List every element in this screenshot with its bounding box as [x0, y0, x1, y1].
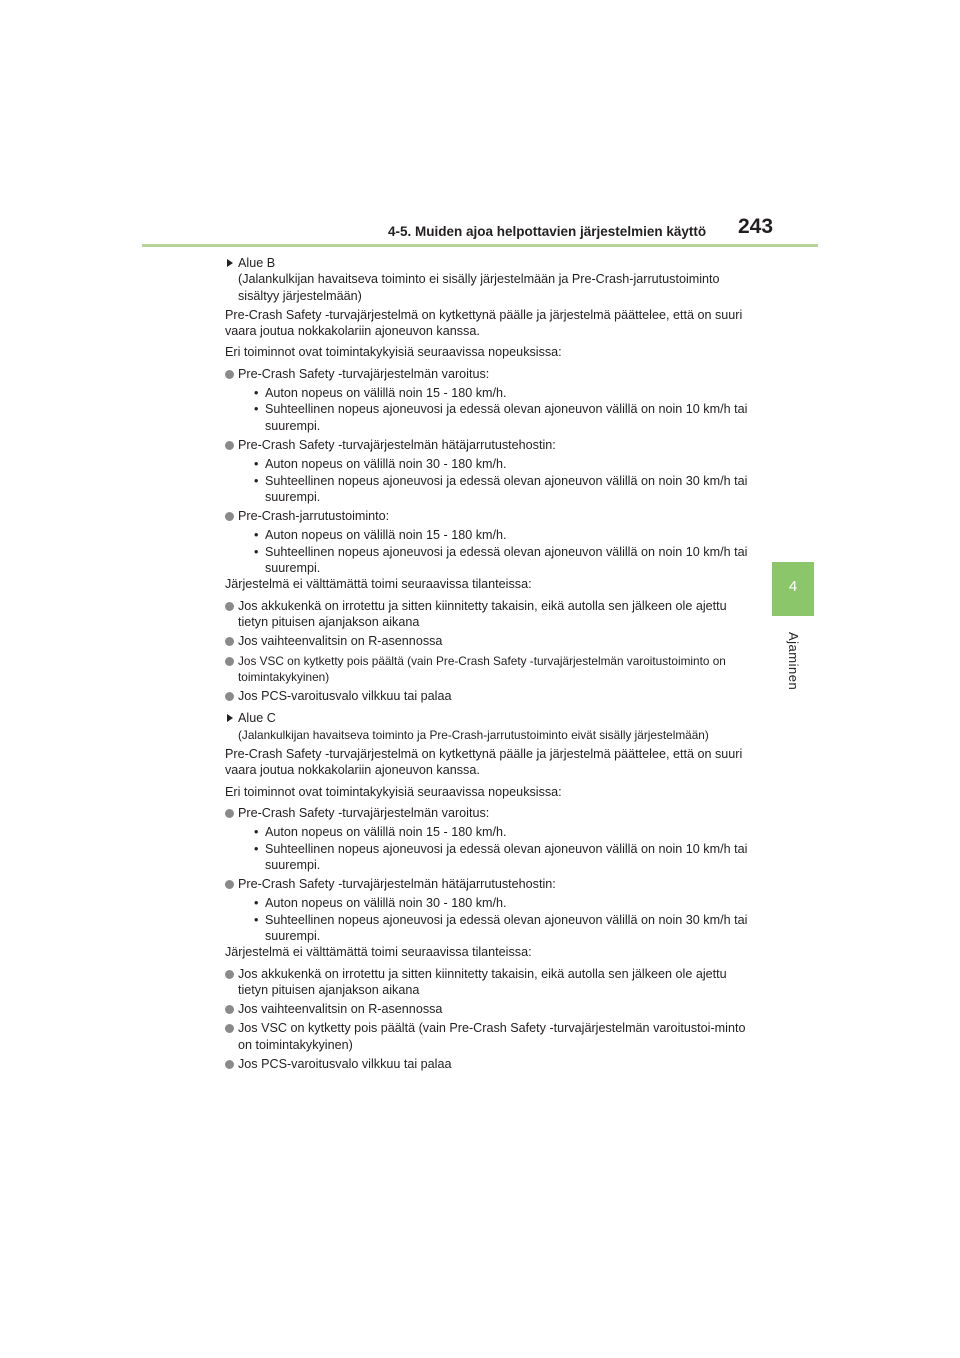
function-label: Pre-Crash Safety -turvajärjestelmän varoitus: — [238, 805, 490, 820]
area-c-not-operate-intro: Järjestelmä ei välttämättä toimi seuraavissa tilanteissa: — [225, 945, 532, 960]
function-label: Pre-Crash Safety -turvajärjestelmän hätäjarrutustehostin: — [238, 437, 556, 452]
function-item — [225, 366, 753, 434]
area-c-note: (Jalankulkijan havaitseva toiminto ja Pre-Crash-jarrutustoiminto eivät sisälly järjestelmään) — [238, 727, 709, 742]
bullet-dot-icon: • — [254, 473, 259, 488]
header-divider — [142, 244, 818, 247]
situation-item: Jos VSC on kytketty pois päältä (vain Pre-Crash Safety -turvajärjestelmän varoitustoiminto on toimintakykyinen) — [225, 653, 753, 686]
chapter-label: Ajaminen — [786, 632, 801, 691]
bullet-dot-icon: • — [254, 544, 259, 559]
bullet-icon — [225, 1005, 234, 1014]
function-label: Pre-Crash Safety -turvajärjestelmän varoitus: — [238, 366, 490, 381]
area-b-title: Alue B — [238, 256, 276, 270]
bullet-icon — [225, 809, 234, 818]
bullet-icon — [225, 970, 234, 979]
situation-item: Jos akkukenkä on irrotettu ja sitten kiinnitetty takaisin, eikä autolla sen jälkeen ole ajettu tietyn pituisen ajanjakson aikana — [225, 598, 753, 631]
condition-item: • Suhteellinen nopeus ajoneuvosi ja edessä olevan ajoneuvon välillä on noin 10 km/h tai suurempi. — [254, 402, 748, 433]
function-label: Pre-Crash Safety -turvajärjestelmän hätäjarrutustehostin: — [238, 877, 556, 892]
bullet-icon — [225, 512, 234, 521]
chapter-number: 4 — [788, 578, 798, 595]
bullet-dot-icon: • — [254, 896, 259, 911]
function-item — [225, 437, 753, 505]
area-b-intro: Pre-Crash Safety -turvajärjestelmä on kytkettynä päälle ja järjestelmä päättelee, että on suuri vaara joutua nokkakolariin ajoneuvon kanssa. — [225, 307, 743, 339]
area-b-speeds-intro: Eri toiminnot ovat toimintakykyisiä seuraavissa nopeuksissa: — [225, 345, 562, 360]
bullet-dot-icon: • — [254, 402, 259, 417]
situation-item: Jos PCS-varoitusvalo vilkkuu tai palaa — [225, 688, 753, 704]
bullet-dot-icon: • — [254, 457, 259, 472]
section-title: 4-5. Muiden ajoa helpottavien järjestelmien käyttö — [388, 224, 707, 239]
area-b-note: (Jalankulkijan havaitseva toiminto ei sisälly järjestelmään ja Pre-Crash-jarrutustoiminto sisältyy järjestelmään) — [238, 272, 720, 303]
situation-item: Jos vaihteenvalitsin on R-asennossa — [225, 633, 753, 649]
condition-item: • Suhteellinen nopeus ajoneuvosi ja edessä olevan ajoneuvon välillä on noin 30 km/h tai suurempi. — [254, 912, 748, 943]
bullet-icon — [225, 1024, 234, 1033]
bullet-dot-icon: • — [254, 386, 259, 401]
function-item — [225, 805, 753, 873]
function-label: Pre-Crash-jarrutustoiminto: — [238, 509, 390, 524]
situation-item: Jos VSC on kytketty pois päältä (vain Pre-Crash Safety -turvajärjestelmän varoitustoi-minto on toimintakykyinen) — [225, 1020, 753, 1053]
condition-item: • Auton nopeus on välillä noin 30 - 180 km/h. — [254, 896, 507, 911]
bullet-dot-icon: • — [254, 912, 259, 927]
bullet-icon — [225, 637, 234, 646]
condition-item: • Auton nopeus on välillä noin 30 - 180 km/h. — [254, 457, 507, 472]
bullet-dot-icon: • — [254, 825, 259, 840]
area-c-intro: Pre-Crash Safety -turvajärjestelmä on kytkettynä päälle ja järjestelmä päättelee, että on suuri vaara joutua nokkakolariin ajoneuvon kanssa. — [225, 747, 743, 778]
bullet-icon — [225, 370, 234, 379]
condition-item: • Suhteellinen nopeus ajoneuvosi ja edessä olevan ajoneuvon välillä on noin 10 km/h tai suurempi. — [254, 841, 748, 872]
bullet-icon — [225, 602, 234, 611]
bullet-dot-icon: • — [254, 528, 259, 543]
arrow-right-icon — [227, 259, 233, 267]
area-b-section — [225, 255, 753, 704]
situation-item: Jos PCS-varoitusvalo vilkkuu tai palaa — [225, 1056, 753, 1072]
area-c-title: Alue C — [238, 711, 276, 726]
function-item — [225, 876, 753, 944]
page-content — [225, 255, 753, 1075]
area-b-heading — [225, 255, 753, 304]
arrow-right-icon — [227, 714, 233, 722]
bullet-icon — [225, 657, 234, 666]
bullet-icon — [225, 880, 234, 889]
condition-item: • Auton nopeus on välillä noin 15 - 180 km/h. — [254, 386, 507, 401]
area-c-heading — [225, 710, 753, 743]
condition-item: • Auton nopeus on välillä noin 15 - 180 km/h. — [254, 528, 507, 543]
function-item — [225, 508, 753, 576]
situation-item: Jos akkukenkä on irrotettu ja sitten kiinnitetty takaisin, eikä autolla sen jälkeen ole ajettu tietyn pituisen ajanjakson aikana — [225, 966, 753, 999]
bullet-icon — [225, 1060, 234, 1069]
page-number: 243 — [738, 215, 774, 238]
condition-item: • Suhteellinen nopeus ajoneuvosi ja edessä olevan ajoneuvon välillä on noin 10 km/h tai suurempi. — [254, 544, 748, 576]
area-b-not-operate-intro: Järjestelmä ei välttämättä toimi seuraavissa tilanteissa: — [225, 577, 532, 592]
chapter-tab — [772, 562, 814, 616]
condition-item: • Auton nopeus on välillä noin 15 - 180 km/h. — [254, 825, 507, 840]
bullet-dot-icon: • — [254, 841, 259, 856]
area-c-section — [225, 710, 753, 1072]
bullet-icon — [225, 441, 234, 450]
bullet-icon — [225, 692, 234, 701]
area-c-speeds-intro: Eri toiminnot ovat toimintakykyisiä seuraavissa nopeuksissa: — [225, 784, 562, 799]
condition-item: • Suhteellinen nopeus ajoneuvosi ja edessä olevan ajoneuvon välillä on noin 30 km/h tai suurempi. — [254, 473, 748, 504]
situation-item: Jos vaihteenvalitsin on R-asennossa — [225, 1001, 753, 1017]
